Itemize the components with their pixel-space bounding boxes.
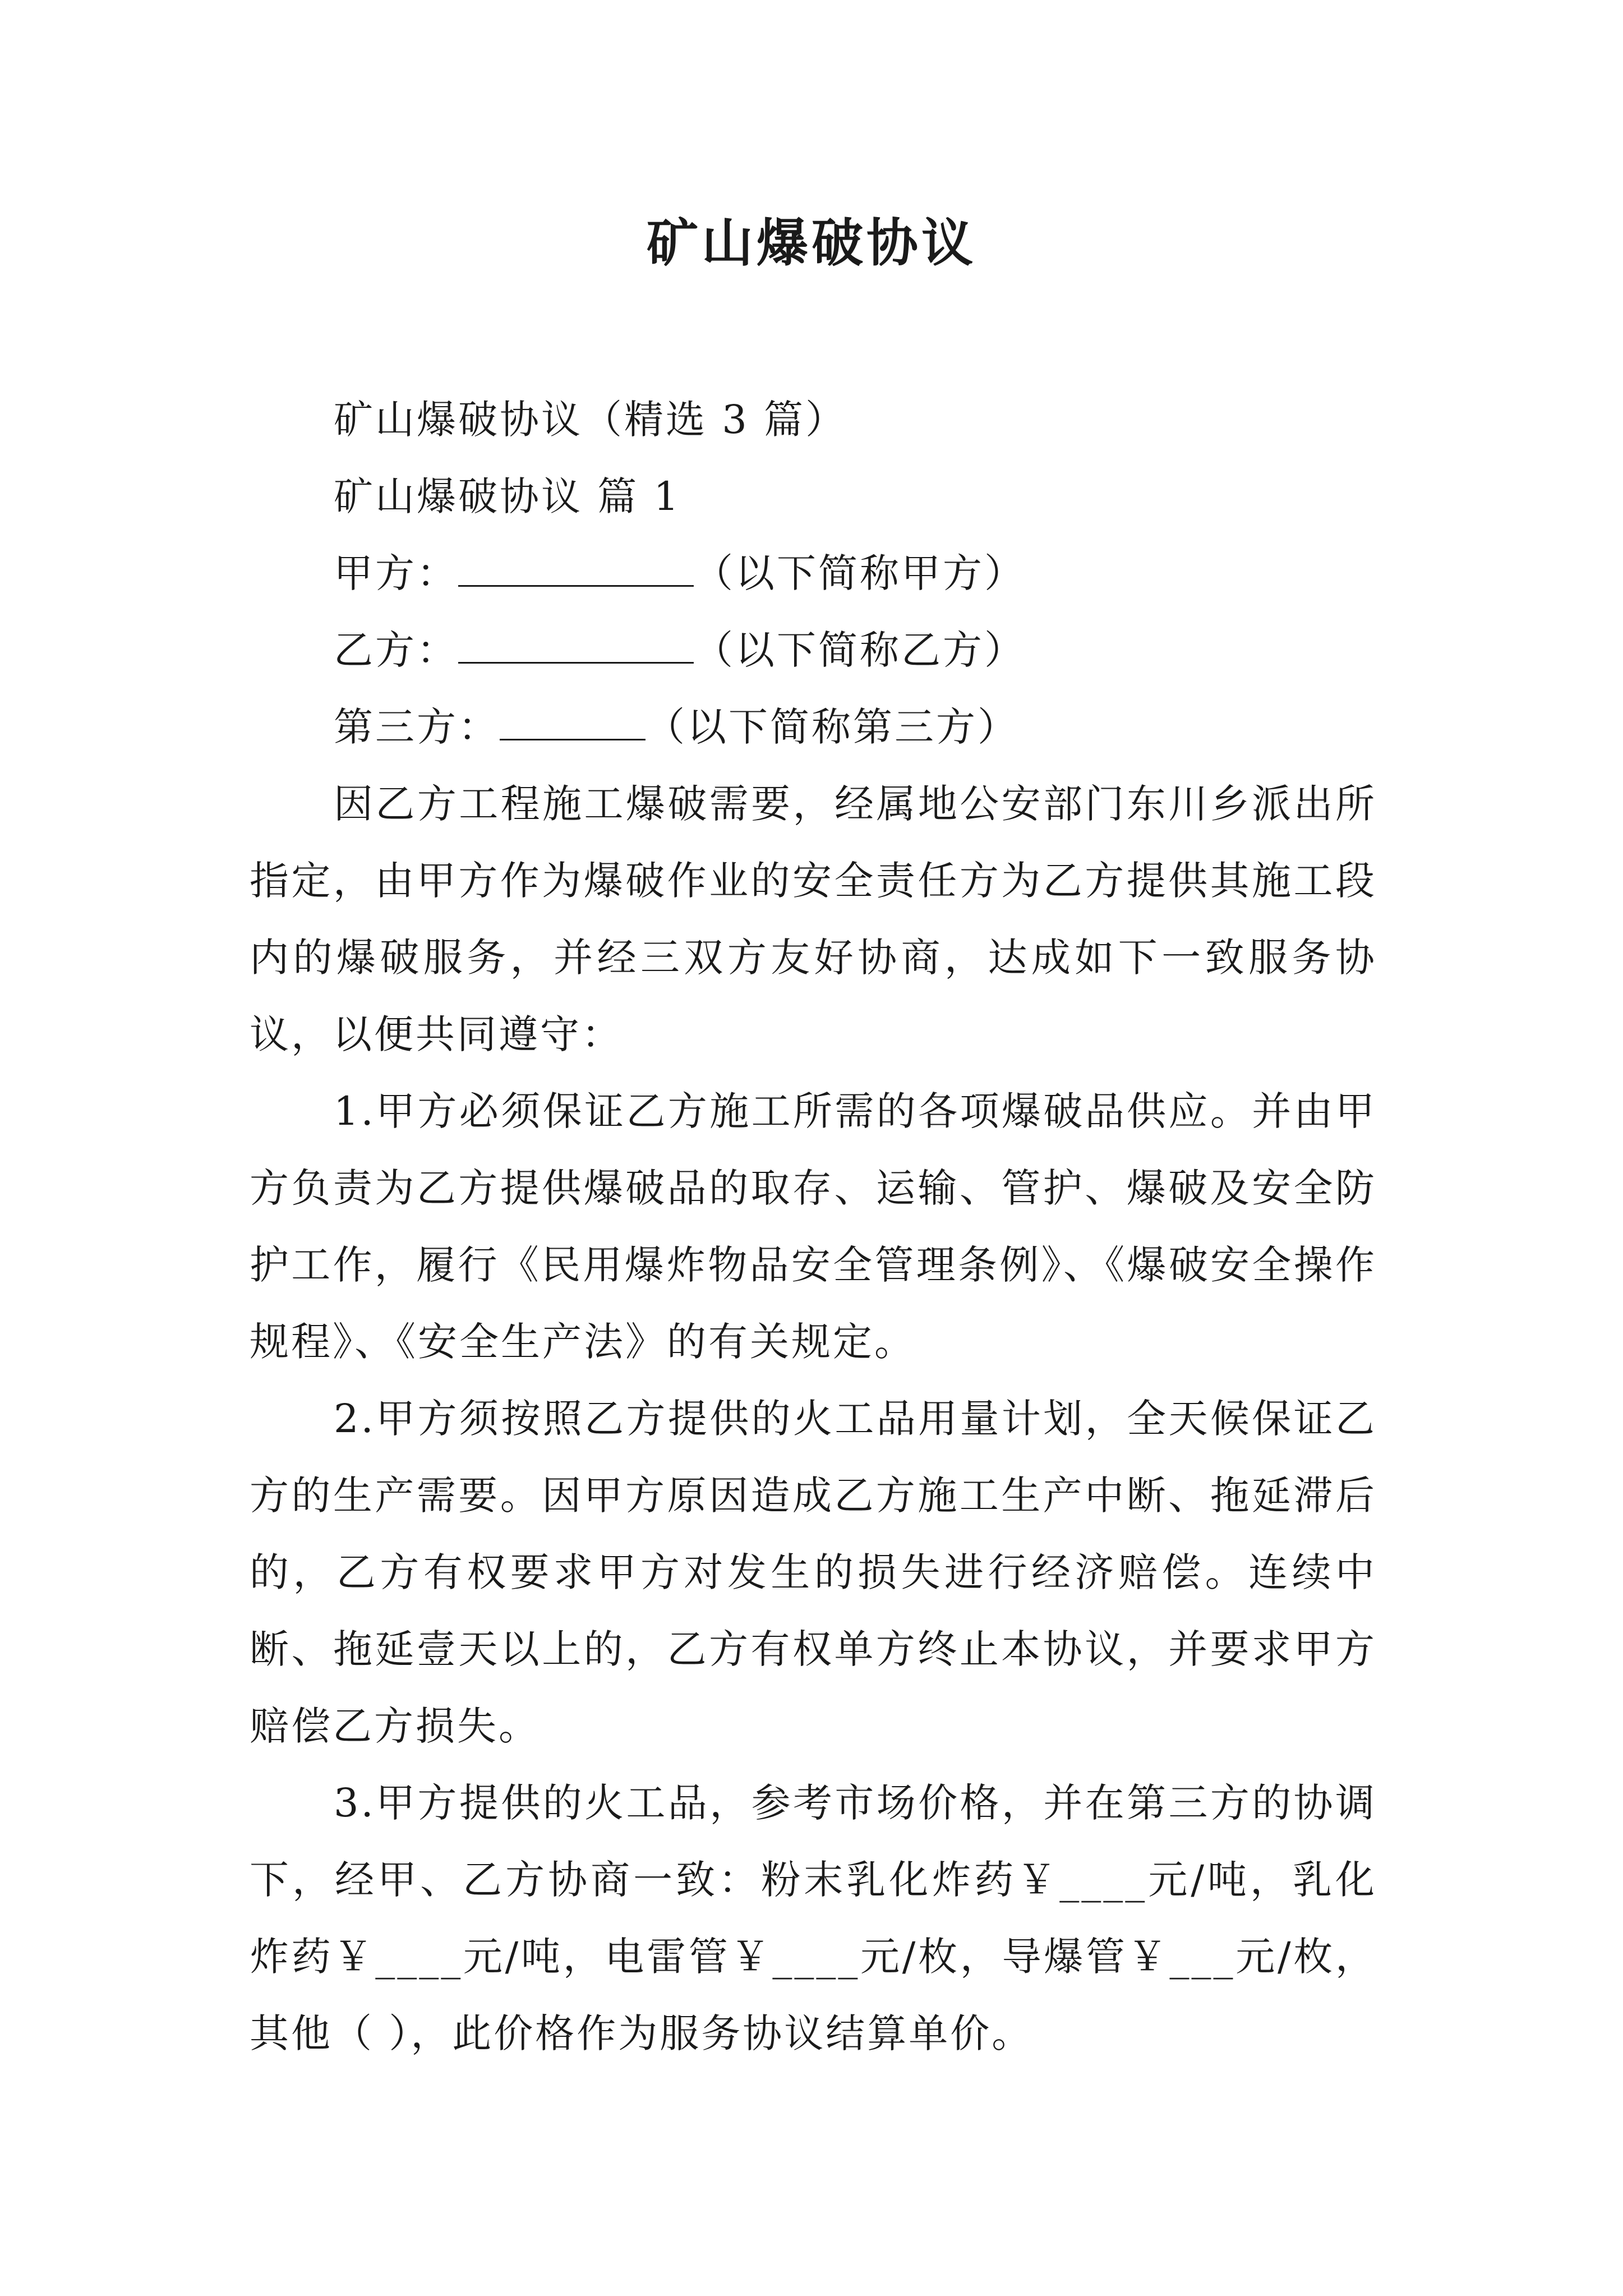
party-c-line (250, 689, 1377, 766)
party-a-line (250, 535, 1377, 612)
party-b-blank (458, 627, 694, 664)
party-c-label: 第三方： (334, 704, 500, 750)
party-a-suffix: （以下简称甲方） (694, 550, 1026, 596)
party-b-label: 乙方： (334, 627, 458, 673)
party-a-blank (458, 550, 694, 587)
intro-paragraph: 因乙方工程施工爆破需要，经属地公安部门东川乡派出所指定，由甲方作为爆破作业的安全责任方为乙方提供其施工段内的爆破服务，并经三双方友好协商，达成如下一致服务协议，以便共同遵守： (250, 781, 1377, 1057)
clause-1-paragraph: 1.甲方必须保证乙方施工所需的各项爆破品供应。并由甲方负责为乙方提供爆破品的取存、运输、管护、爆破及安全防护工作，履行《民用爆炸物品安全管理条例》、《爆破安全操作规程》、《安全生产法》的有关规定。 (250, 1088, 1377, 1365)
party-b-suffix: （以下简称乙方） (694, 627, 1026, 673)
document-body (250, 381, 1377, 2072)
section-heading: 矿山爆破协议 篇 1 (334, 473, 681, 519)
party-b-line (250, 612, 1377, 689)
party-a-label: 甲方： (334, 550, 458, 596)
party-c-suffix: （以下简称第三方） (645, 704, 1019, 750)
party-c-blank (500, 704, 645, 740)
clause-2-paragraph: 2.甲方须按照乙方提供的火工品用量计划，全天候保证乙方的生产需要。因甲方原因造成乙方施工生产中断、拖延滞后的，乙方有权要求甲方对发生的损失进行经济赔偿。连续中断、拖延壹天以上的，乙方有权单方终止本协议，并要求甲方赔偿乙方损失。 (250, 1396, 1377, 1749)
document-subtitle: 矿山爆破协议（精选 3 篇） (334, 397, 847, 443)
document-title: 矿山爆破协议 (646, 213, 976, 273)
clause-3-paragraph: 3.甲方提供的火工品，参考市场价格，并在第三方的协调下，经甲、乙方协商一致：粉末乳化炸药￥____元/吨，乳化炸药￥____元/吨，电雷管￥____元/枚，导爆管￥___元/枚，其他（ ），此价格作为服务协议结算单价。 (250, 1780, 1377, 2056)
